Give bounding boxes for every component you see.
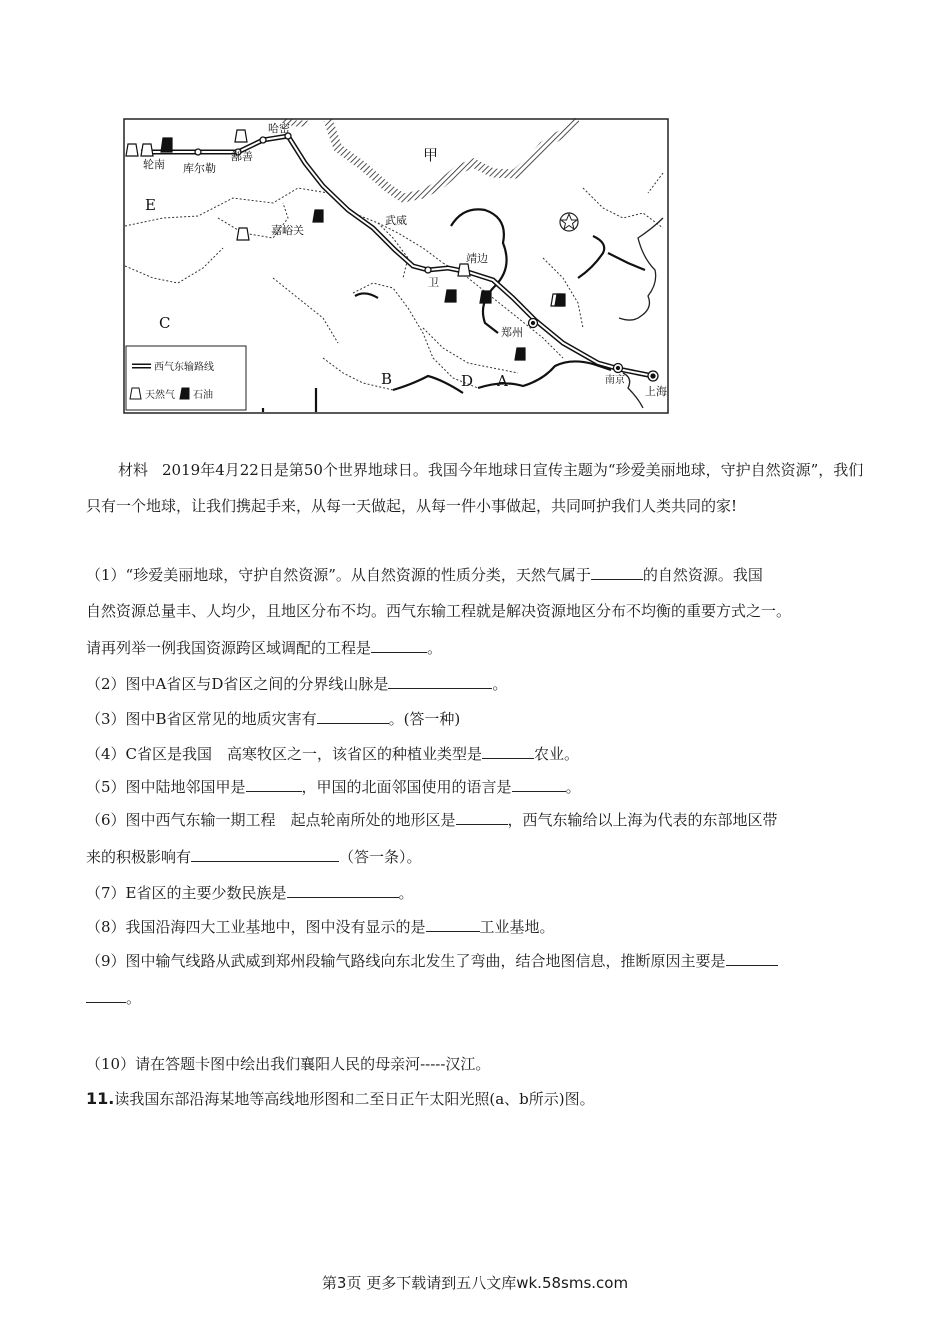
- question-7: [86, 878, 876, 908]
- gas-symbol-icon: [458, 264, 470, 276]
- material-paragraph: [86, 452, 864, 524]
- answer-blank[interactable]: [287, 881, 399, 898]
- q8-text-a: （8）我国沿海四大工业基地中，图中没有显示的是: [86, 918, 426, 936]
- answer-blank[interactable]: [426, 915, 480, 932]
- label-kuerle: 库尔勒: [183, 162, 216, 175]
- answer-blank[interactable]: [726, 949, 778, 966]
- label-c: C: [159, 314, 171, 332]
- q3-text-a: （3）图中B省区常见的地质灾害有: [86, 710, 317, 728]
- legend-pipeline: 西气东输路线: [154, 362, 214, 373]
- q1-text-b: 的自然资源。我国: [642, 566, 763, 584]
- label-zhongwei: 卫: [428, 276, 439, 289]
- pipeline-map: [123, 118, 669, 414]
- label-zhengzhou: 郑州: [501, 326, 523, 339]
- q6-text-d: （答一条）。: [339, 848, 422, 866]
- question-11-number: 11.: [86, 1089, 115, 1108]
- oil-symbol-icon: [445, 290, 456, 302]
- q2-text-a: （2）图中A省区与D省区之间的分界线山脉是: [86, 675, 389, 693]
- label-d: D: [461, 372, 474, 390]
- q9-text-b: 。: [126, 989, 142, 1007]
- gas-symbol-icon: [141, 144, 153, 156]
- q10-text: （10）请在答题卡图中绘出我们襄阳人民的母亲河-----汉江。: [86, 1055, 491, 1073]
- legend-oil-icon: [180, 388, 189, 399]
- q5-text-a: （5）图中陆地邻国甲是: [86, 778, 246, 796]
- label-shanghai: 上海: [645, 385, 667, 398]
- q1-text-a: （1）“珍爱美丽地球，守护自然资源”。从自然资源的性质分类，天然气属于: [86, 566, 591, 584]
- answer-blank[interactable]: [191, 845, 339, 862]
- q6-text-a: （6）图中西气东输一期工程 起点轮南所处的地形区是: [86, 811, 456, 829]
- question-1-line-1: [86, 560, 876, 590]
- answer-blank[interactable]: [482, 742, 534, 759]
- question-3: [86, 704, 876, 734]
- q4-text-a: （4）C省区是我国 高寒牧区之一，该省区的种植业类型是: [86, 745, 483, 763]
- question-9-line-2: [86, 983, 876, 1013]
- question-8: [86, 912, 876, 942]
- question-4: [86, 739, 876, 769]
- label-wuwei: 武威: [385, 214, 407, 227]
- answer-blank[interactable]: [512, 775, 566, 792]
- q2-text-b: 。: [492, 675, 508, 693]
- label-b: B: [381, 370, 393, 388]
- answer-blank[interactable]: [591, 563, 643, 580]
- gas-symbol-icon: [126, 144, 138, 156]
- q1-text-e: 。: [427, 639, 443, 657]
- label-jiayuguan: 嘉峪关: [271, 224, 304, 237]
- oil-symbol-icon: [515, 348, 525, 360]
- question-6-line-2: [86, 842, 876, 872]
- legend-oil: 石油: [193, 390, 213, 401]
- question-6-line-1: [86, 805, 876, 835]
- label-a: A: [497, 372, 508, 390]
- oil-symbol-icon: [313, 210, 323, 222]
- question-1-line-3: [86, 633, 876, 663]
- gas-symbol-icon: [237, 228, 249, 240]
- q5-text-b: ，甲国的北面邻国使用的语言是: [301, 778, 512, 796]
- answer-blank[interactable]: [86, 986, 126, 1003]
- oil-symbol-icon: [555, 294, 565, 306]
- q7-text-b: 。: [398, 884, 414, 902]
- gas-symbol-icon: [235, 130, 247, 142]
- answer-blank[interactable]: [388, 672, 492, 689]
- question-11-text: 读我国东部沿海某地等高线地形图和二至日正午太阳光照(a、b所示)图。: [114, 1090, 595, 1108]
- legend-gas-icon: [130, 388, 141, 399]
- answer-blank[interactable]: [246, 775, 302, 792]
- oil-symbol-icon: [480, 291, 491, 303]
- label-e: E: [145, 196, 156, 214]
- q3-text-b: 。(答一种): [388, 710, 461, 728]
- label-jia: 甲: [423, 146, 439, 164]
- q9-text-a: （9）图中输气线路从武威到郑州段输气路线向东北发生了弯曲，结合地图信息，推断原因主要是: [86, 952, 726, 970]
- label-nanjing: 南京: [605, 375, 625, 386]
- question-9-line-1: [86, 946, 876, 976]
- q6-text-b: ，西气东输给以上海为代表的东部地区带: [507, 811, 778, 829]
- answer-blank[interactable]: [371, 636, 427, 653]
- q1-text-c: 自然资源总量丰、人均少，且地区分布不均。西气东输工程就是解决资源地区分布不均衡的重要方式之一。: [86, 602, 792, 620]
- legend-gas: 天然气: [145, 390, 175, 401]
- page-footer: 第3页 更多下载请到五八文库wk.58sms.com: [321, 1274, 629, 1292]
- q8-text-b: 工业基地。: [479, 918, 555, 936]
- material-label: 材料: [118, 461, 149, 479]
- answer-blank[interactable]: [317, 707, 389, 724]
- q1-text-d: 请再列举一例我国资源跨区域调配的工程是: [86, 639, 372, 657]
- q6-text-c: 来的积极影响有: [86, 848, 192, 866]
- q4-text-b: 农业。: [534, 745, 580, 763]
- question-1-line-2: [86, 596, 876, 626]
- question-5: [86, 772, 876, 802]
- q5-text-c: 。: [565, 778, 581, 796]
- label-lunnan: 轮南: [143, 158, 165, 171]
- material-text: 2019年4月22日是第50个世界地球日。我国今年地球日宣传主题为“珍爱美丽地球，守护自然资源”，我们只有一个地球，让我们携起手来，从每一天做起，从每一件小事做起，共同呵护我们人类共同的家!: [86, 461, 864, 515]
- oil-symbol-icon: [161, 138, 172, 152]
- label-jingbian: 靖边: [466, 252, 488, 265]
- q7-text-a: （7）E省区的主要少数民族是: [86, 884, 287, 902]
- label-shanshan: 鄯善: [231, 150, 253, 163]
- answer-blank[interactable]: [456, 808, 508, 825]
- question-10: [86, 1049, 876, 1079]
- label-hami: 哈密: [268, 122, 290, 135]
- question-11: [86, 1084, 595, 1114]
- map-legend: [126, 346, 246, 410]
- question-2: [86, 669, 876, 699]
